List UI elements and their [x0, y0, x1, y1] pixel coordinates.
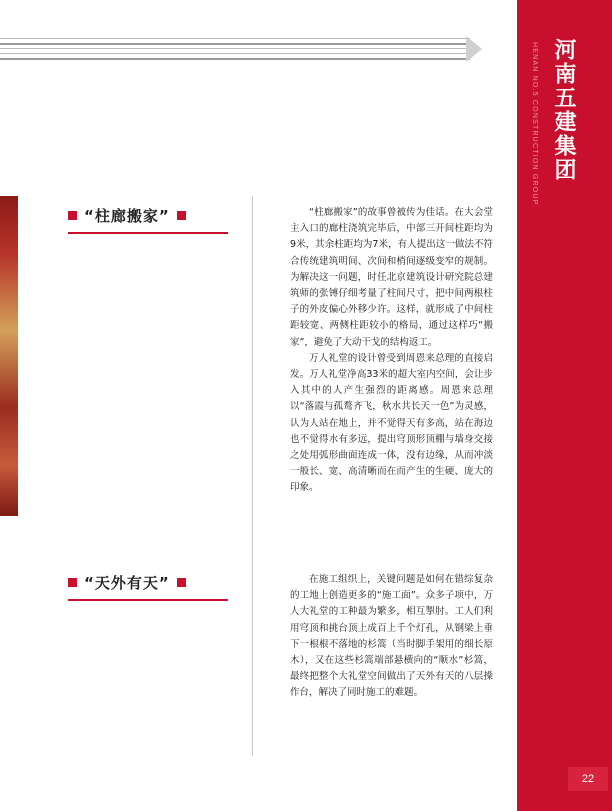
section-body-1: [290, 205, 493, 497]
rule-line: [0, 48, 470, 49]
arrow-icon: [466, 36, 482, 62]
heading-underline: [68, 232, 228, 234]
paragraph: 万人礼堂的设计曾受到周恩来总理的直接启发。万人礼堂净高33米的超大室内空间，会让步入其中的人产生强烈的距离感。周恩来总理以“落霞与孤鹜齐飞，秋水共长天一色”为灵感，认为人站在地上，并不觉得天有多高，站在海边也不觉得水有多远，提出穹顶形顶棚与墙身交接之处用弧形曲面连成一体，没有边缘，从而冲淡一般长、宽、高清晰而在而产生的生硬、庞大的印象。: [290, 352, 493, 494]
square-bullet-icon: [68, 211, 77, 220]
section-heading-1: [68, 205, 228, 234]
rule-line: [0, 53, 470, 54]
rule-line: [0, 43, 470, 45]
section-body-2: [290, 572, 493, 702]
left-photo-strip: [0, 196, 18, 516]
heading-underline: [68, 599, 228, 601]
decorative-top-rules: [0, 38, 480, 68]
rule-line: [0, 58, 470, 60]
section-heading-text: “柱廊搬家”: [84, 207, 170, 225]
rule-line: [0, 38, 470, 39]
right-red-band: [517, 0, 612, 811]
section-heading-2: [68, 572, 228, 601]
square-bullet-icon: [68, 578, 77, 587]
heading-row: [68, 572, 228, 593]
page-number: 22: [581, 773, 595, 785]
paragraph: 在施工组织上，关键问题是如何在错综复杂的工地上创造更多的“施工面”。众多子项中，万人大礼堂的工种最为繁多，相互掣肘。工人们利用穹顶和挑台顶上成百上千个灯孔，从钢梁上垂下一根根不落地的杉篙（当时脚手架用的细长原木），又在这些杉篙端部悬横向的“顺水”杉篙，最终把整个大礼堂空间做出了天外有天的八层操作台，解决了同时施工的难题。: [290, 574, 493, 699]
section-heading-text: “天外有天”: [84, 574, 170, 592]
square-bullet-icon: [177, 211, 186, 220]
brand-vertical-title: 河南五建集团: [551, 38, 576, 182]
square-bullet-icon: [177, 578, 186, 587]
column-divider: [252, 196, 253, 756]
brand-vertical-subtitle: HENAN NO.5 CONSTRUCTION GROUP: [531, 42, 538, 206]
paragraph: “柱廊搬家”的故事曾被传为佳话。在大会堂主入口的廊柱浇筑完毕后，中部三开间柱距均为9米，其余柱距均为7米，有人提出这一做法不符合传统建筑明间、次间和梢间逐级变窄的规制。为解决这一问题，时任北京建筑设计研究院总建筑师的张镈仔细考量了柱间尺寸，把中间两根柱子的外皮偏心外移少许。这样，就形成了中间柱距较宽、两侧柱距较小的格局，通过这样巧“搬家”，避免了大动干戈的结构返工。: [290, 207, 493, 348]
heading-row: [68, 205, 228, 226]
